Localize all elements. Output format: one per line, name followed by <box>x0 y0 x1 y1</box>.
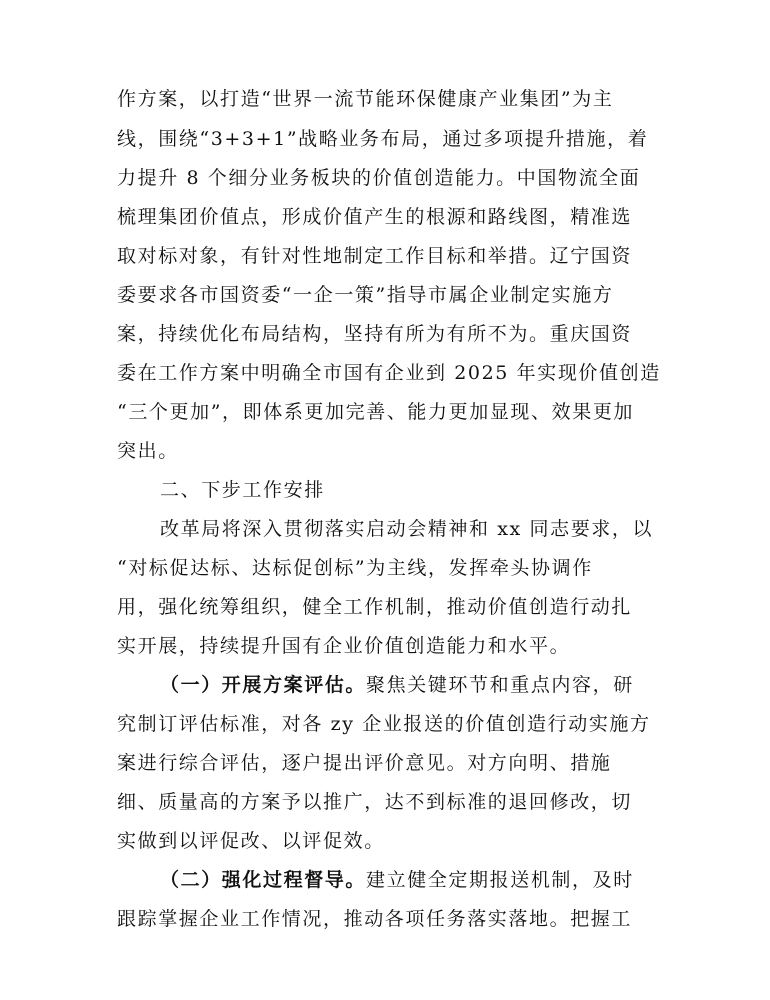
body-line: 线，围绕“3+3+1”战略业务布局，通过多项提升措施，着 <box>117 128 649 150</box>
body-line: 究制订评估标准，对各 zy 企业报送的价值创造行动实施方 <box>117 713 651 735</box>
item-title: （一）开展方案评估。 <box>160 674 367 696</box>
body-line: 作方案，以打造“世界一流节能环保健康产业集团”为主 <box>117 88 614 110</box>
body-line: “对标促达标、达标促创标”为主线，发挥牵头协调作 <box>117 557 593 579</box>
section-heading: 二、下步工作安排 <box>160 479 325 501</box>
body-line: 力提升 8 个细分业务板块的价值创造能力。中国物流全面 <box>117 167 641 189</box>
body-line: “三个更加”，即体系更加完善、能力更加显现、效果更加 <box>117 401 635 423</box>
body-line: 实做到以评促改、以评促效。 <box>117 830 385 852</box>
body-line: 案，持续优化布局结构，坚持有所为有所不为。重庆国资 <box>117 323 633 345</box>
body-line: 委在工作方案中明确全市国有企业到 2025 年实现价值创造 <box>117 362 661 384</box>
body-line: 取对标对象，有针对性地制定工作目标和举措。辽宁国资 <box>117 245 633 267</box>
item-first-line <box>160 868 657 892</box>
body-line: 案进行综合评估，逐户提出评价意见。对方向明、措施 <box>117 752 612 774</box>
body-line: 实开展，持续提升国有企业价值创造能力和水平。 <box>117 635 571 657</box>
body-line: 用，强化统筹组织，健全工作机制，推动价值创造行动扎 <box>117 596 633 618</box>
item-text: 建立健全定期报送机制，及时 <box>366 869 634 891</box>
body-line: 跟踪掌握企业工作情况，推动各项任务落实落地。把握工 <box>117 908 633 930</box>
body-line: 梳理集团价值点，形成价值产生的根源和路线图，精准选 <box>117 206 633 228</box>
body-line: 委要求各市国资委“一企一策”指导市属企业制定实施方 <box>117 284 614 306</box>
item-first-line <box>160 673 657 697</box>
body-line: 改革局将深入贯彻落实启动会精神和 xx 同志要求，以 <box>160 518 654 540</box>
body-line: 突出。 <box>117 440 179 462</box>
item-text: 聚焦关键环节和重点内容，研 <box>366 674 634 696</box>
item-title: （二）强化过程督导。 <box>160 869 367 891</box>
body-line: 细、质量高的方案予以推广，达不到标准的退回修改，切 <box>117 791 633 813</box>
